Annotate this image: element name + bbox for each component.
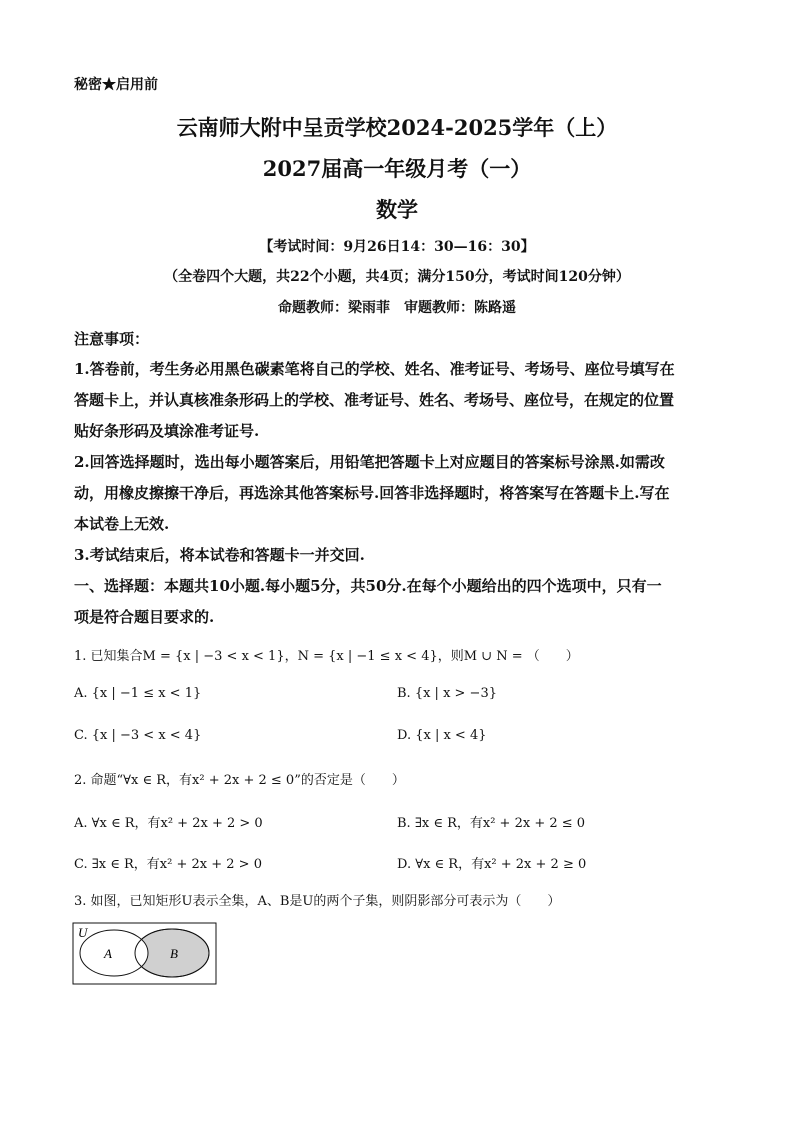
exam-teachers: 命题教师：梁雨菲 审题教师：陈路遥 (278, 300, 516, 316)
section-heading: 一、选择题：本题共10小题.每小题5分，共50分.在每个小题给出的四个选项中，只有一 (74, 577, 662, 595)
note-line: 1.答卷前，考生务必用黑色碳素笔将自己的学校、姓名、准考证号、考场号、座位号填写在 (74, 360, 675, 378)
subject-title: 数学 (376, 197, 418, 222)
question-2-option-c: C. ∃x ∈ R，有x² + 2x + 2 > 0 (74, 857, 262, 872)
venn-diagram (72, 922, 218, 986)
question-3-stem: 3. 如图，已知矩形U表示全集，A、B是U的两个子集，则阴影部分可表示为（ ） (74, 894, 561, 909)
note-line: 贴好条形码及填涂准考证号. (74, 422, 260, 440)
question-2-option-d: D. ∀x ∈ R，有x² + 2x + 2 ≥ 0 (397, 857, 587, 872)
question-2-option-b: B. ∃x ∈ R，有x² + 2x + 2 ≤ 0 (397, 816, 586, 831)
note-line: 本试卷上无效. (74, 515, 170, 533)
question-1-option-c: C. {x | −3 < x < 4} (74, 728, 202, 743)
set-a-label: A (104, 946, 112, 961)
universe-label: U (78, 925, 88, 940)
question-1-stem: 1. 已知集合M = {x | −3 < x < 1}，N = {x | −1 ≤ x < 4}，则M ∪ N = （ ） (74, 649, 579, 664)
set-b-label: B (170, 946, 178, 961)
exam-scope: （全卷四个大题，共22个小题，共4页；满分150分，考试时间120分钟） (164, 269, 630, 285)
notes-heading: 注意事项： (74, 330, 150, 348)
secret-label: 秘密★启用前 (74, 77, 158, 93)
question-1-option-a: A. {x | −1 ≤ x < 1} (74, 686, 202, 701)
note-line: 动，用橡皮擦擦干净后，再选涂其他答案标号.回答非选择题时，将答案写在答题卡上.写在 (74, 484, 670, 502)
school-title: 云南师大附中呈贡学校2024-2025学年（上） (176, 115, 618, 140)
exam-title: 2027届高一年级月考（一） (262, 156, 532, 181)
question-1-option-d: D. {x | x < 4} (397, 728, 487, 743)
note-line: 答题卡上，并认真核准条形码上的学校、准考证号、姓名、考场号、座位号，在规定的位置 (74, 391, 675, 409)
note-line: 3.考试结束后，将本试卷和答题卡一并交回. (74, 546, 365, 564)
question-2-stem: 2. 命题“∀x ∈ R，有x² + 2x + 2 ≤ 0”的否定是（ ） (74, 773, 405, 788)
question-1-option-b: B. {x | x > −3} (397, 686, 497, 701)
section-heading-cont: 项是符合题目要求的. (74, 608, 215, 626)
note-line: 2.回答选择题时，选出每小题答案后，用铅笔把答题卡上对应题目的答案标号涂黑.如需改 (74, 453, 665, 471)
exam-time: 【考试时间：9月26日14：30—16：30】 (259, 239, 535, 255)
question-2-option-a: A. ∀x ∈ R，有x² + 2x + 2 > 0 (74, 816, 263, 831)
